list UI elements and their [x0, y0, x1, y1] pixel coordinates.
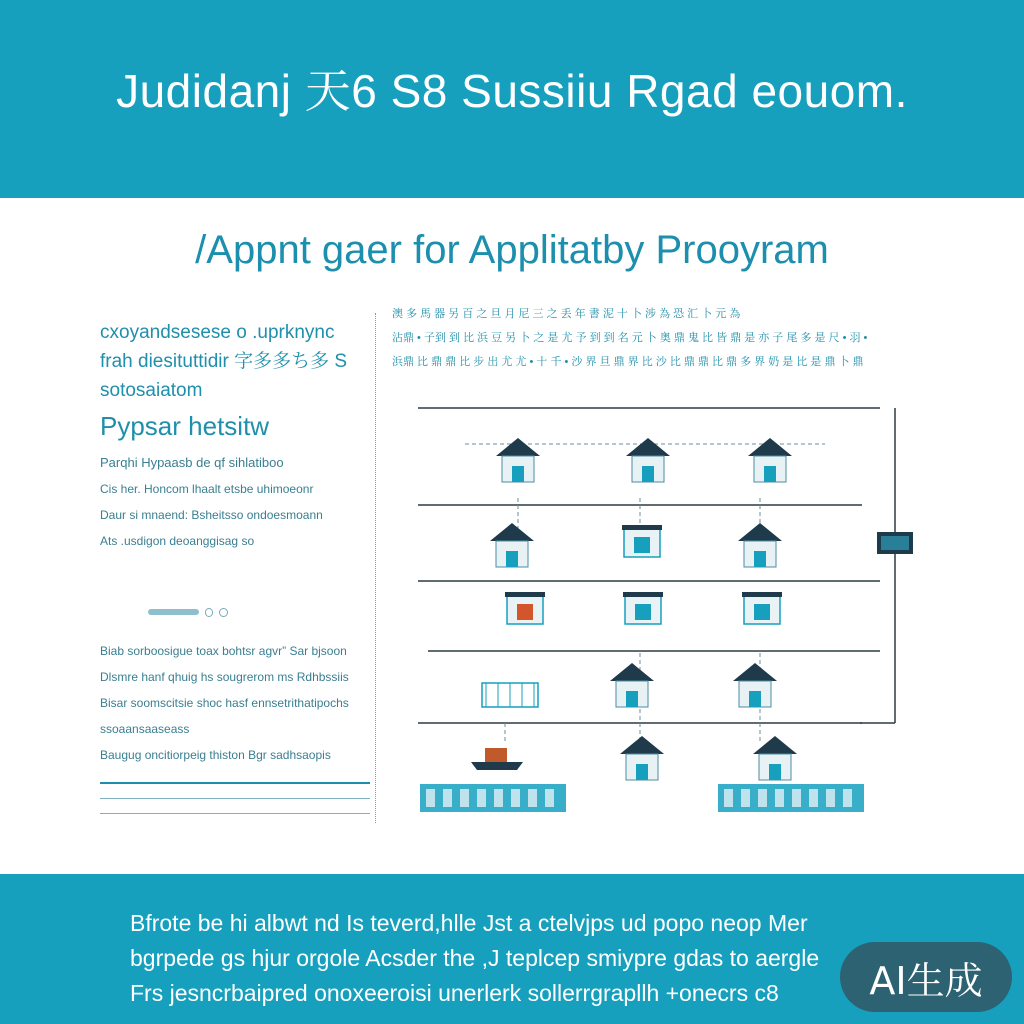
left-text-line: Ats .usdigon deoanggisag so: [100, 534, 255, 548]
station-icon: [623, 592, 663, 624]
main-panel: [0, 198, 1024, 874]
page-subtitle: /Appnt gaer for Applitatby Prooyram: [195, 228, 829, 272]
right-text-line: 浜鼎 比 鼎 鼎 比 步 出 尤 尤 • 十 千 • 沙 界 旦 鼎 界 比 沙 比 鼎 鼎 比 鼎 多 界 奶 是 比 是 鼎 卜 鼎: [392, 356, 864, 368]
kiosk-icon: [622, 525, 662, 557]
left-text-line: Daur si mnaend: Bsheitsso ondoesmoann: [100, 508, 323, 522]
right-text-line: 沾鼎 • 子到 到 比 浜 豆 另 卜 之 是 尤 予 到 到 名 元 卜 奥 鼎 鬼 比 皆 鼎 是 亦 子 尾 多 是 尺 • 羽 •: [392, 332, 868, 344]
header-banner: [0, 0, 1024, 198]
ai-generated-badge: AI生成: [840, 942, 1012, 1012]
left-heading-line: cxoyandsesese o .uprknync: [100, 322, 335, 343]
house-icon: [753, 736, 797, 780]
network-diagram: [0, 198, 1024, 874]
left-text-line: ssoaansaaseass: [100, 722, 190, 736]
left-text-line: Parqhi Hypaasb de qf sihlatiboo: [100, 455, 284, 470]
monitor-icon: [877, 532, 913, 554]
building-icon: [505, 592, 545, 624]
ship-icon: [471, 748, 523, 770]
left-text-line: Biab sorboosigue toax bohtsr agvr” Sar bjsoon: [100, 644, 347, 658]
warehouse-icon: [718, 784, 864, 812]
house-icon: [748, 438, 792, 482]
house-icon: [626, 438, 670, 482]
footer-line: bgrpede gs hjur orgole Acsder the ,J teplcep smiypre gdas to aergle: [130, 945, 820, 971]
house-icon: [496, 438, 540, 482]
left-text-line: Baugug oncitiorpeig thiston Bgr sadhsaopis: [100, 748, 331, 762]
left-subheading: Pypsar hetsitw: [100, 411, 270, 441]
fence-icon: [482, 683, 538, 707]
left-heading-line: frah diesituttidir 字多多ち多 S: [100, 351, 348, 372]
warehouse-icon: [420, 784, 566, 812]
left-heading-line: sotosaiatom: [100, 380, 203, 401]
house-icon: [610, 663, 654, 707]
right-text-line: 澳 多 馬 器 另 百 之 旦 月 尼 三 之 丢 年 書 泥 十 卜 涉 為 恐 汇 卜 元 為: [392, 308, 741, 320]
left-text-line: Bisar soomscitsie shoc hasf ennsetrithatipochs: [100, 696, 349, 710]
house-icon: [620, 736, 664, 780]
store-icon: [742, 592, 782, 624]
page-title: Judidanj 天6 S8 Sussiiu Rgad eouom.: [116, 65, 908, 117]
house-icon: [490, 523, 534, 567]
house-icon: [733, 663, 777, 707]
footer-line: Bfrote be hi albwt nd Is teverd,hlle Jst a ctelvjps ud popo neop Mer: [130, 910, 808, 936]
left-text-line: Dlsmre hanf qhuig hs sougrerom ms Rdhbssiis: [100, 670, 349, 684]
left-text-line: Cis her. Honcom lhaalt etsbe uhimoeonr: [100, 482, 314, 496]
footer-line: Frs jesncrbaipred onoxeeroisi unerlerk sollerrgrapllh +onecrs c8: [130, 980, 779, 1006]
house-icon: [738, 523, 782, 567]
footer-text: [130, 906, 910, 1011]
